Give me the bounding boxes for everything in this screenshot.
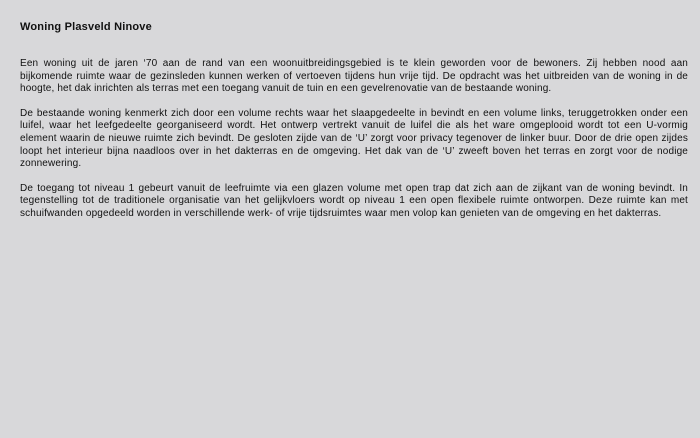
paragraph-intro: Een woning uit de jaren ‘70 aan de rand van een woonuitbreidingsgebied is te klein geworden voor de bewoners. Zij hebben nood aan bijkomende ruimte waar de gezinsleden kunnen werken of vertoeven tijdens hun vrije tijd. De opdracht was het uitbreiden van de woning in de hoogte, het dak inrichten als terras met een toegang vanuit de tuin en een gevelrenovatie van de bestaande woning. <box>20 58 688 95</box>
paragraph-existing-house: De bestaande woning kenmerkt zich door een volume rechts waar het slaapgedeelte in bevindt en een volume links, teruggetrokken onder een luifel, waar het leefgedeelte georganiseerd wordt. Het ontwerp vertrekt vanuit de luifel die als het ware omgeplooid wordt tot een U-vormig element waarin de nieuwe ruimte zich bevindt. De gesloten zijde van de ‘U’ zorgt voor privacy tegenover de linker buur. Door de drie open zijdes loopt het interieur bijna naadloos over in het dakterras en de omgeving. Het dak van de ‘U’ zweeft boven het terras en zorgt voor de nodige zonnewering. <box>20 107 688 170</box>
paragraph-access-level-1: De toegang tot niveau 1 gebeurt vanuit de leefruimte via een glazen volume met open trap dat zich aan de zijkant van de woning bevindt. In tegenstelling tot de traditionele organisatie van het gelijkvloers wordt op niveau 1 een open flexibele ruimte ontworpen. Deze ruimte kan met schuifwanden opgedeeld worden in verschillende werk- of vrije tijdsruimtes waar men volop kan genieten van de omgeving en het dakterras. <box>20 182 688 219</box>
page-title: Woning Plasveld Ninove <box>20 21 152 33</box>
article-body <box>20 58 688 221</box>
